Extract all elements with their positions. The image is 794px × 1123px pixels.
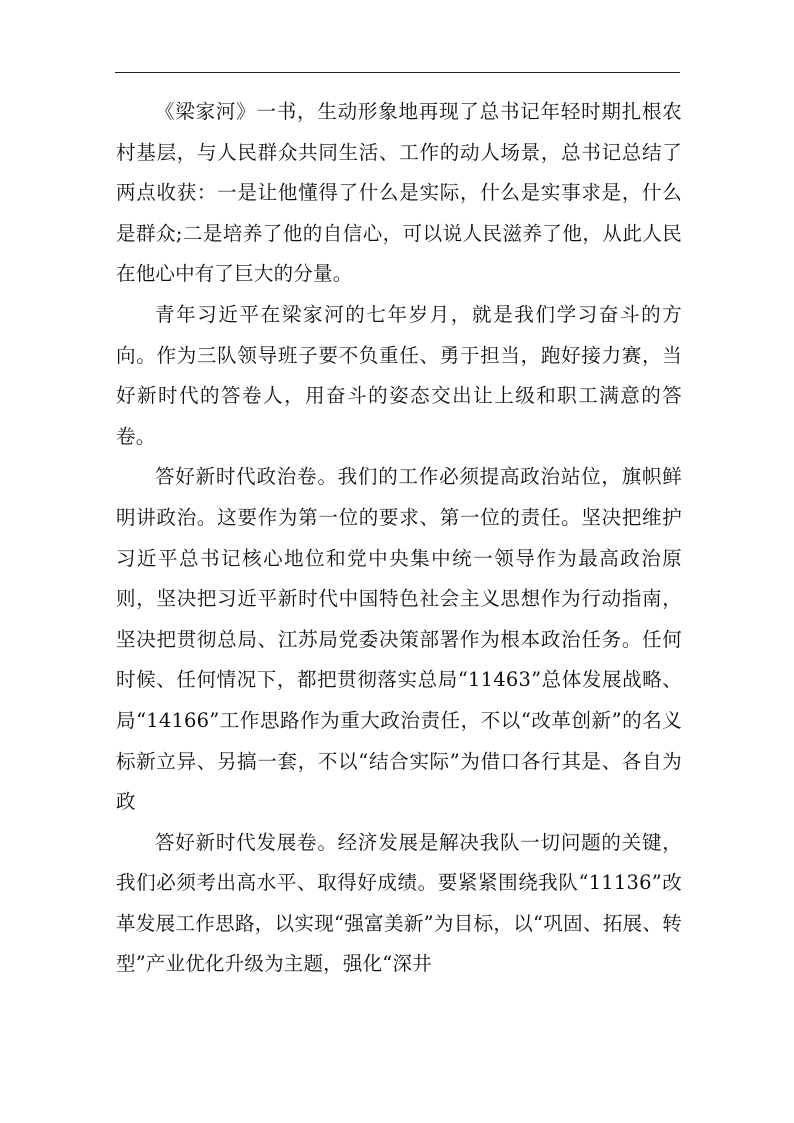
- paragraph-political-exam: 答好新时代政治卷。我们的工作必须提高政治站位，旗帜鲜明讲政治。这要作为第一位的要求、第一位的责任。坚决把维护习近平总书记核心地位和党中央集中统一领导作为最高政治原则，坚决把习近平新时代中国特色社会主义思想作为行动指南，坚决把贯彻总局、江苏局党委决策部署作为根本政治任务。任何时候、任何情况下，都把贯彻落实总局“11463”总体发展战略、局“14166”工作思路作为重大政治责任，不以“改革创新”的名义标新立异、另搞一套，不以“结合实际”为借口各行其是、各自为政: [116, 465, 682, 814]
- paragraph-seven-years: 青年习近平在梁家河的七年岁月，就是我们学习奋斗的方向。作为三队领导班子要不负重任、勇于担当，跑好接力赛，当好新时代的答卷人，用奋斗的姿态交出让上级和职工满意的答卷。: [116, 302, 682, 448]
- header-divider: [115, 72, 680, 73]
- document-body: [116, 92, 682, 985]
- paragraph-liangjiahe-book: 《梁家河》一书，生动形象地再现了总书记年轻时期扎根农村基层，与人民群众共同生活、工作的动人场景，总书记总结了两点收获：一是让他懂得了什么是实际，什么是实事求是，什么是群众;二是培养了他的自信心，可以说人民滋养了他，从此人民在他心中有了巨大的分量。: [116, 100, 682, 286]
- paragraph-development-exam: 答好新时代发展卷。经济发展是解决我队一切问题的关键，我们必须考出高水平、取得好成绩。要紧紧围绕我队“11136”改革发展工作思路，以实现“强富美新”为目标，以“巩固、拓展、转型”产业优化升级为主题，强化“深井: [116, 830, 682, 976]
